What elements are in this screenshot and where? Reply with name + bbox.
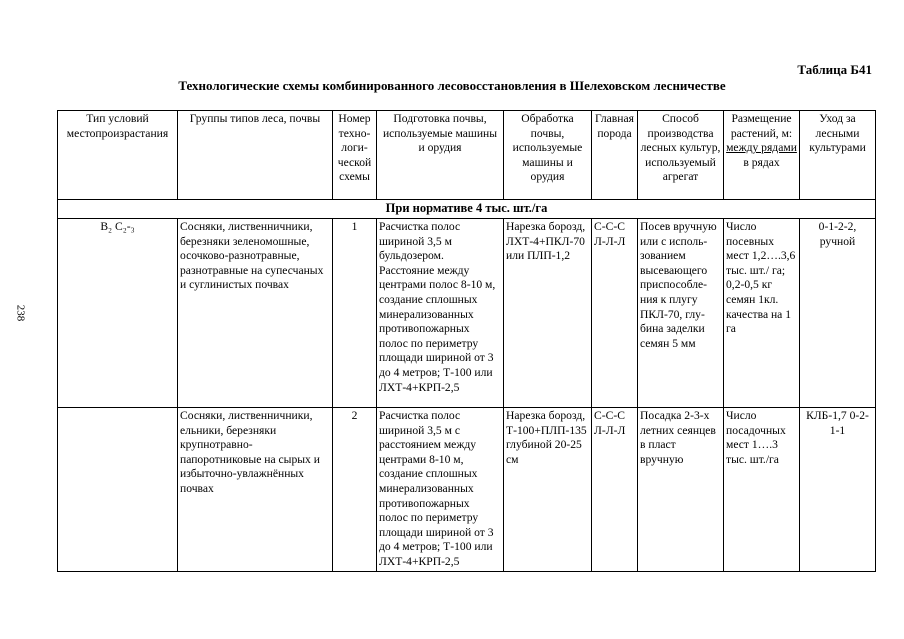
cell-scheme-number: 1 <box>333 219 377 408</box>
header-row <box>58 111 876 200</box>
table-row <box>58 408 876 572</box>
header-soil-preparation: Подготовка почвы, используемые машины и орудия <box>377 111 504 200</box>
cell-soil-preparation: Расчистка полос шириной 3,5 м с расстоянием между центрами 8-10 м, создание сплошных минерализованных противопожарных полос по периметру площади шириной от 3 до 4 метров; Т-100 или ЛХТ-4+КРП-2,5 <box>377 408 504 572</box>
norm-band: При нормативе 4 тыс. шт./га <box>58 200 876 219</box>
norm-band-row <box>58 200 876 219</box>
cell-plant-placement: Число посевных мест 1,2….3,6 тыс. шт./ га; 0,2-0,5 кг семян 1кл. качества на 1 га <box>724 219 800 408</box>
document-title: Технологические схемы комбинированного лесовосстановления в Шелеховском лесничестве <box>178 78 726 93</box>
header-main-species: Главная порода <box>592 111 638 200</box>
table-label: Таблица Б41 <box>797 62 872 77</box>
cell-care: 0-1-2-2, ручной <box>800 219 876 408</box>
schemes-table <box>57 110 876 572</box>
page-number: 238 <box>14 304 27 322</box>
cell-site-type: B₂ C₂-₃ <box>58 219 178 408</box>
header-site-type: Тип условий местопроизрастания <box>58 111 178 200</box>
header-production-method: Способ производства лесных культур, используемый агрегат <box>638 111 724 200</box>
header-care: Уход за лесными культурами <box>800 111 876 200</box>
cell-forest-groups: Сосняки, лиственничники, ельники, березняки крупнотравно-папоротниковые на сырых и избыточно-увлажнённых почвах <box>178 408 333 572</box>
cell-production-method: Посадка 2-3-х летних сеянцев в пласт вручную <box>638 408 724 572</box>
header-forest-groups: Группы типов леса, почвы <box>178 111 333 200</box>
cell-care: КЛБ-1,7 0-2-1-1 <box>800 408 876 572</box>
header-plant-placement <box>724 111 800 200</box>
cell-site-type <box>58 408 178 572</box>
cell-scheme-number: 2 <box>333 408 377 572</box>
cell-main-species: С-С-С Л-Л-Л <box>592 408 638 572</box>
cell-main-species: С-С-С Л-Л-Л <box>592 219 638 408</box>
cell-production-method: Посев вручную или с исполь-зованием высевающего приспособле-ния к плугу ПКЛ-70, глу-бина заделки семян 5 мм <box>638 219 724 408</box>
placement-header-in-rows: в рядах <box>743 155 780 169</box>
cell-soil-preparation: Расчистка полос шириной 3,5 м бульдозером. Расстояние между центрами полос 8-10 м, создание сплошных минерализованных противопожарных полос по периметру площади шириной от 3 до 4 метров; Т-100 или ЛХТ-4+КРП-2,5 <box>377 219 504 408</box>
table-row <box>58 219 876 408</box>
header-scheme-number: Номер техно-логи-ческой схемы <box>333 111 377 200</box>
placement-header-between-rows: между рядами <box>726 141 797 155</box>
cell-plant-placement: Число посадочных мест 1….3 тыс. шт./га <box>724 408 800 572</box>
cell-soil-tillage: Нарезка борозд, Т-100+ПЛП-135 глубиной 20-25 см <box>504 408 592 572</box>
cell-soil-tillage: Нарезка борозд, ЛХТ-4+ПКЛ-70 или ПЛП-1,2 <box>504 219 592 408</box>
header-soil-tillage: Обработка почвы, используемые машины и орудия <box>504 111 592 200</box>
cell-forest-groups: Сосняки, лиственничники, березняки зеленомошные, осочково-разнотравные, разнотравные на супесчаных и суглинистых почвах <box>178 219 333 408</box>
placement-header-top: Размещение растений, м: <box>730 112 793 140</box>
